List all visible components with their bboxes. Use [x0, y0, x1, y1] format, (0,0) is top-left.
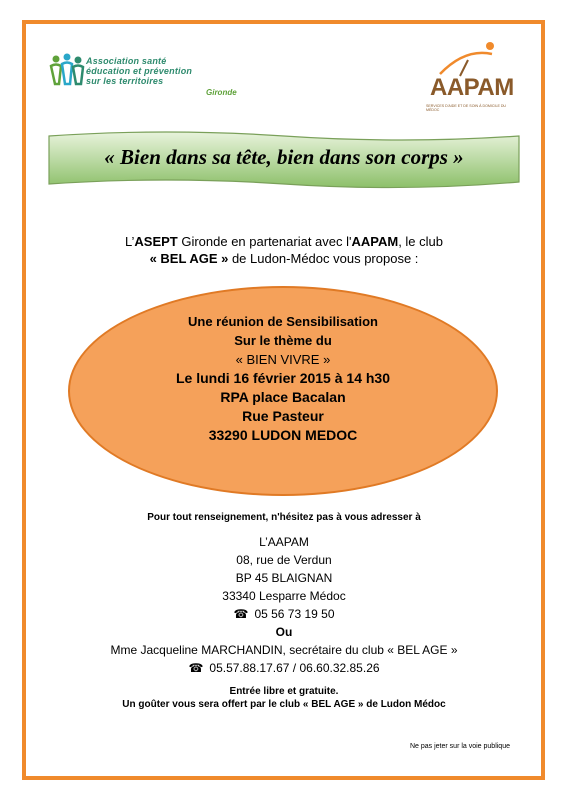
- intro-post: , le club: [398, 234, 443, 249]
- aapam-wordmark: AAPAM: [430, 74, 514, 101]
- contact-phone1-row: [60, 605, 508, 623]
- aapam-logo: [420, 38, 514, 123]
- contact-phone1: 05 56 73 19 50: [254, 607, 335, 621]
- public-road-notice: Ne pas jeter sur la voie publique: [409, 743, 510, 750]
- event-city: 33290 LUDON MEDOC: [208, 427, 358, 443]
- aapam-figure-icon: [420, 38, 510, 78]
- telephone-icon: ☎: [188, 661, 204, 675]
- contact-city: 33340 Lesparre Médoc: [222, 589, 346, 603]
- contact-person: Mme Jacqueline MARCHANDIN, secrétaire du club « BEL AGE »: [110, 643, 458, 657]
- contact-street: 08, rue de Verdun: [236, 553, 332, 567]
- people-figures-icon: [48, 52, 88, 92]
- contact-or: Ou: [275, 625, 293, 639]
- footer-info: [60, 685, 508, 711]
- intro-prefix: L’: [124, 234, 135, 249]
- contact-header: Pour tout renseignement, n'hésitez pas à vous adresser à: [147, 512, 421, 523]
- intro-line2: [60, 250, 508, 267]
- contact-org: L’AAPAM: [259, 535, 309, 549]
- aapam-tagline: SERVICES D'AIDE ET DE SOIN À DOMICILE DU MÉDOC: [426, 104, 507, 112]
- asept-line3: sur les territoires: [86, 76, 164, 86]
- banner-title: « Bien dans sa tête, bien dans son corps »: [104, 145, 464, 169]
- telephone-icon: ☎: [233, 607, 249, 621]
- contact-phone2-row: [60, 659, 508, 677]
- contact-bp: BP 45 BLAIGNAN: [235, 571, 333, 585]
- event-street: Rue Pasteur: [242, 408, 324, 424]
- asept-line2: éducation et prévention: [86, 66, 193, 76]
- event-theme: « BIEN VIVRE »: [235, 352, 331, 367]
- intro-line2-text: de Ludon-Médoc vous propose :: [228, 251, 419, 266]
- event-date: Le lundi 16 février 2015 à 14 h30: [175, 370, 390, 386]
- asept-logo: [48, 52, 237, 108]
- footer-free-entry: Entrée libre et gratuite.: [229, 686, 339, 697]
- event-line2: Sur le thème du: [234, 333, 332, 348]
- event-details: [68, 312, 498, 445]
- intro-club: « BEL AGE »: [149, 251, 229, 266]
- contact-phone2: 05.57.88.17.67 / 06.60.32.85.26: [209, 661, 380, 675]
- event-line1: Une réunion de Sensibilisation: [188, 314, 378, 329]
- footer-snack: Un goûter vous sera offert par le club « BEL AGE » de Ludon Médoc: [122, 699, 446, 710]
- intro-asept: ASEPT: [134, 234, 178, 249]
- intro-paragraph: [60, 233, 508, 267]
- intro-mid: Gironde en partenariat avec l': [177, 234, 352, 249]
- asept-region: Gironde: [206, 88, 237, 97]
- event-place: RPA place Bacalan: [220, 389, 346, 405]
- intro-line1: [60, 233, 508, 250]
- asept-logo-text: [86, 56, 192, 86]
- contact-block: [60, 512, 508, 677]
- intro-aapam: AAPAM: [351, 234, 399, 249]
- asept-line1: Association santé: [86, 56, 167, 66]
